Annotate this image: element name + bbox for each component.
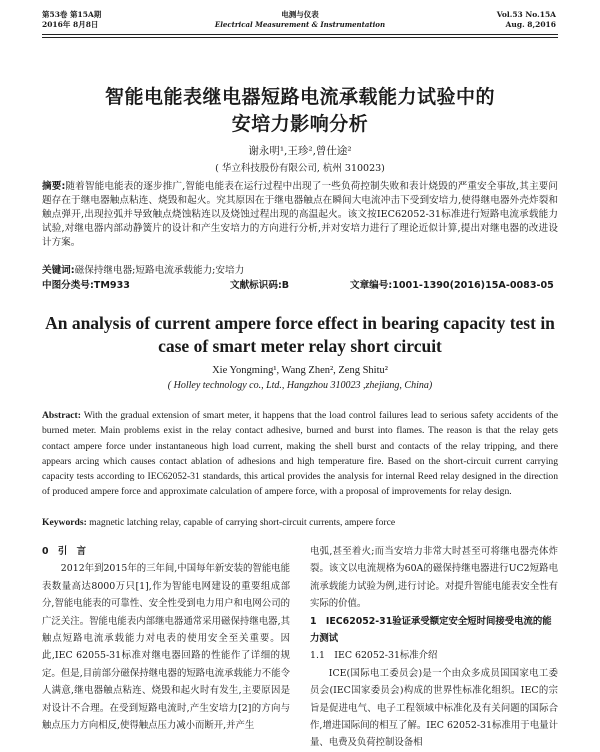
journal-name-en: Electrical Measurement & Instrumentation	[214, 20, 386, 29]
clc-number: 中图分类号:TM933	[42, 280, 130, 291]
body-column-right	[310, 543, 558, 752]
abstract-en	[42, 408, 558, 500]
affiliation-zh: ( 华立科技股份有限公司, 杭州 310023)	[215, 163, 385, 174]
title-zh-line1: 智能电能表继电器短路电流承载能力试验中的	[104, 86, 495, 108]
paper-title-zh	[0, 84, 600, 138]
abstract-zh-label: 摘要:	[42, 181, 66, 192]
header-rule-thin	[42, 37, 558, 38]
journal-name-zh: 电测与仪表	[281, 10, 319, 19]
title-en-line1: An analysis of current ampere force effect in bearing capacity test in	[45, 313, 555, 333]
intro-paragraph: 2012年到2015年的三年间,中国每年新安装的智能电能表数量高达8000万只[1],作为智能电网建设的重要组成部分,智能电能表的可靠性、安全性受到电力用户和电网公司的广泛关注。智能电能表内部继电器通常采用磁保持继电器,其触点短路电流承载能力对电表的使用安全至关重要。因此,IEC 62055-31标准对继电器回路的性能作了详细的规定。但是,目前部分磁保持继电器的短路电流承载能力不能令人满意,继电器触点粘连、烧毁和起火时有发生,主要原因是对设计不合理。在受到短路电流时,产生安培力[2]的方向与触点压力方向相反,使得触点压力减小而断开,并产生	[42, 563, 290, 732]
affiliation-en: ( Holley technology co., Ltd., Hangzhou 310023 ,zhejiang, China)	[167, 380, 433, 391]
article-number: 文章编号:1001-1390(2016)15A-0083-05	[350, 280, 554, 291]
section-0-heading: 0 引 言	[42, 546, 87, 557]
keywords-zh-label: 关键词:	[42, 265, 75, 276]
intro-paragraph-continued: 电弧,甚至着火;而当安培力非常大时甚至可将继电器壳体炸裂。该文以电流规格为60A的磁保持继电器进行UC2短路电流承载能力试验为例,进行讨论。对提升智能电能表安全性有实际的价值。	[310, 546, 558, 610]
authors-en: Xie Yongming¹, Wang Zhen², Zeng Shitu²	[212, 365, 388, 376]
keywords-zh-text: 磁保持继电器;短路电流承载能力;安培力	[74, 265, 245, 276]
issue-date: 2016年 8月8日	[42, 20, 99, 29]
keywords-en-label: Keywords:	[42, 517, 87, 528]
section-1-heading: 1 IEC62052-31验证承受额定安全短时间接受电流的能力测试	[310, 615, 552, 645]
title-en-line2: case of smart meter relay short circuit	[158, 336, 442, 356]
iec-paragraph: ICE(国际电工委员会)是一个由众多成员国国家电工委员会(IEC国家委员会)构成的世界性标准化组织。IEC的宗旨是促进电气、电子工程领域中标准化及有关问题的国际合作,增进国际间的相互了解。IEC 62052-31标准用于电量计量、电费及负荷控制设备相	[310, 667, 558, 749]
abstract-en-text: With the gradual extension of smart meter, it happens that the load control failures lead to serious safety accidents of the burned meter. Main problems exist in the relay contact adhesive, burned and burst into flames. The reason is that the relay gets contact ampere force under instantaneous high load current, making the shell burst and contacts of the relay tripping, and there appears arcing which causes contact ablation of adhesions and high temperature fire. Based on the short-circuit current carrying capacity tests according to IEC62052-31 standards, this artical provides the analysis for internal Reed relay designed in the direction of produced ampere force and approximate calculation of ampere force, with a proposal of improvements for relay design.	[42, 410, 558, 498]
document-code: 文献标识码:B	[230, 280, 290, 291]
volume-issue: 第53卷 第15A期	[42, 10, 102, 19]
abstract-zh-text: 随着智能电能表的逐步推广,智能电能表在运行过程中出现了一些负荷控制失败和表计烧毁的严重安全事故,其主要问题存在于继电器触点粘连、烧毁和起火。究其原因在于继电器触点在瞬间大电流冲击下受到安培力,使得继电器外壳炸裂和触点弹开,出现拉弧并导致触点烧蚀粘连以及烧蚀过程出现的高温起火。该文按IEC62052-31标准进行短路电流承载能力试验,对继电器内部动静簧片的设计和产生安培力的方向进行分析,并对安培力进行了理论近似计算,提出对继电器的改进设计方案。	[42, 181, 558, 248]
paper-title-en	[0, 312, 600, 358]
keywords-en-text: magnetic latching relay, capable of carrying short-circuit currents, ampere force	[89, 517, 396, 528]
title-zh-line2: 安培力影响分析	[231, 113, 369, 135]
keywords-zh	[42, 264, 244, 278]
keywords-en	[42, 516, 558, 530]
running-header-right	[497, 10, 556, 30]
header-rule	[42, 34, 558, 35]
volume-issue-en: Vol.53 No.15A	[496, 10, 556, 19]
issue-date-en: Aug. 8,2016	[505, 20, 556, 29]
section-1-1-heading: 1.1 IEC 62052-31标准介绍	[310, 650, 438, 662]
abstract-en-label: Abstract:	[42, 410, 81, 421]
abstract-zh	[42, 180, 558, 250]
body-column-left	[42, 543, 290, 734]
authors-zh: 谢永明¹,王珍²,曾仕途²	[248, 145, 352, 157]
